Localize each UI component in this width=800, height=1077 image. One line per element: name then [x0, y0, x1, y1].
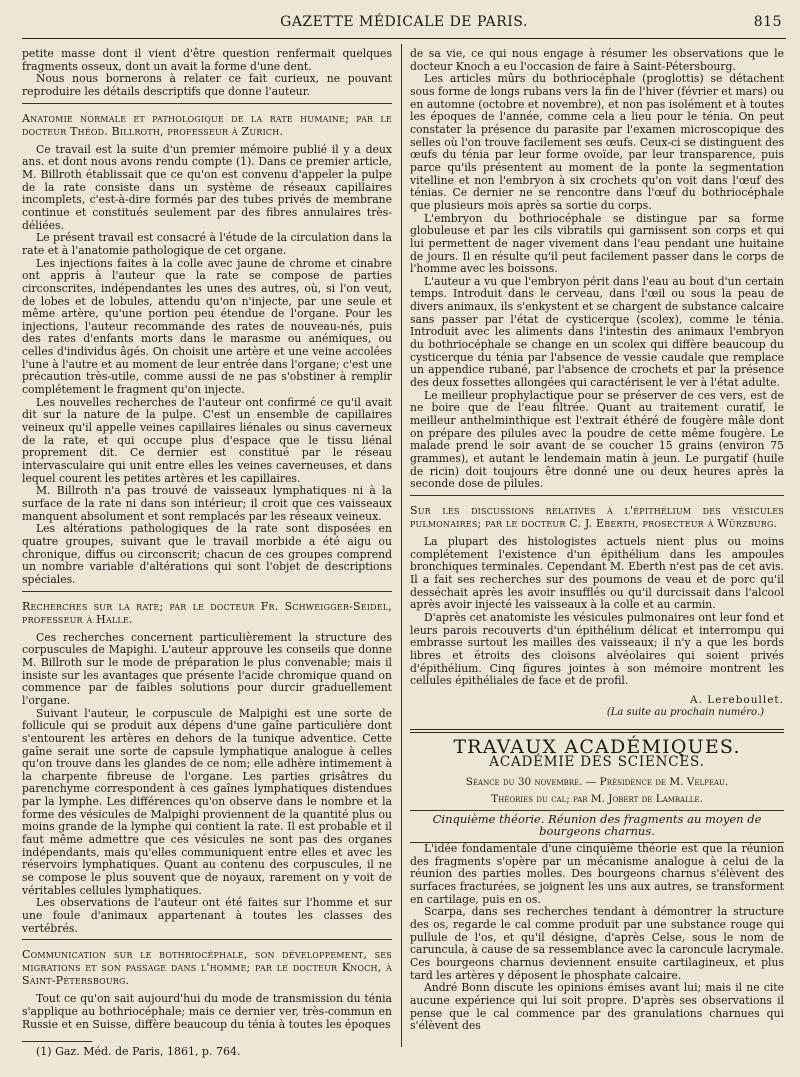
cinquieme-theorie-heading: Cinquième théorie. Réunion des fragments au moyen de bourgeons charnus. [432, 811, 762, 839]
author-signature: A. Lereboullet. [690, 693, 784, 706]
article-heading-rate-humaine: Anatomie normale et pathologique de la rate humaine; par le docteur Théod. Billroth, professeur à Zurich. [22, 111, 392, 138]
article-heading-epithelium: Sur les discussions relatives à l'épithélium des vésicules pulmonaires; par le docteur C. J. Eberth, prosecteur à Würzburg. [410, 503, 784, 530]
article-heading-recherches-rate: Recherches sur la rate; par le docteur Fr. Schweigger-Seidel, professeur à Halle. [22, 599, 392, 626]
section-subtitle: ACADÉMIE DES SCIENCES. [489, 753, 705, 770]
section-rule [410, 810, 784, 811]
article-heading-bothriocephale: Communication sur le bothriocéphale, son développement, ses migrations et son passage dans l'homme; par le docteur Knoch, à Saint-Pétersbourg. [22, 948, 392, 988]
paragraph: L'auteur a vu que l'embryon périt dans l'eau au bout d'un certain temps. Introduit dans le cerveau, dans l'œil ou sous la peau de divers animaux, ils s'enkystent et se chargent de substance calcaire sans passer par l'état de cysticerque (scolex), comme le ténia. Introduit avec les aliments dans l'intestin des animaux l'embryon du bothriocéphale se change en un scolex qui diffère beaucoup du cysticerque du ténia par l'absence de vessie caudale que remplace un appendice rubané, par l'absence de crochets et par la présence des deux fossettes allongées qui caractérisent le ver à l'état adulte. [410, 274, 784, 390]
paragraph: L'embryon du bothriocéphale se distingue par sa forme globuleuse et par les cils vibratils qui garnissent son corps et qui lui permettent de nager vivement dans l'eau pendant une huitaine de jours. Il en résulte qu'il peut facilement passer dans le corps de l'homme avec les boissons. [410, 211, 784, 276]
paragraph: Les observations de l'auteur ont été faites sur l'homme et sur une foule d'animaux appartenant à toutes les classes des vertébrés. [22, 896, 392, 935]
paragraph: Suivant l'auteur, le corpuscule de Malpighi est une sorte de follicule qui se produit aux dépens d'une gaîne particulière dont s'entourent les artères en dehors de la tunique adventice. Cette gaîne serait une sorte de capsule lymphatique analogue à celles qu'on trouve dans les glandes de ce nom; elle adhère intimement à la charpente fibreuse de l'organe. Les parties grisâtres du parenchyme correspondent à ces gaînes lymphatiques distendues par la lymphe. Les différences qu'on observe dans le nombre et la forme des vésicules de Malpighi proviennent de la quantité plus ou moins grande de la lymphe qui contient la rate. Il est probable et il faut même admettre que ces vésicules ne sont pas des organes indépendants, mais qu'elles communiquent entre elles et avec les réservoirs lymphatiques. Quant au contenu des corpuscules, il ne se compose le plus souvent que de noyaux, rarement on y voit de véritables cellules lymphatiques. [22, 706, 392, 897]
paragraph: M. Billroth n'a pas trouvé de vaisseaux lymphatiques ni à la surface de la rate ni dans son intérieur; il croit que ces vaisseaux manquent absolument et sont remplacés par les réseaux veineux. [22, 484, 392, 523]
paragraph: Ces recherches concernent particulièrement la structure des corpuscules de Mapighi. L'auteur approuve les conseils que donne M. Billroth sur le mode de préparation le plus convenable; mais il insiste sur les avantages que présente l'acide chromique quand on commence par de faibles solutions pour durcir graduellement l'organe. [22, 630, 392, 707]
paragraph: Les injections faites à la colle avec jaune de chrome et cinabre ont appris à l'auteur que la rate se compose de parties circonscrites, indépendantes les unes des autres, où, si l'on veut, de lobes et de lobules, attendu qu'on n'injecte, par une seule et même artère, qu'une portion peu étendue de l'organe. Pour les injections, l'auteur recommande des rates de nouveau-nés, puis des rates d'enfants morts dans le marasme ou anémiques, ou celles d'individus âgés. On choisit une artère et une veine accolées l'une à l'autre et au moment de leur entrée dans l'organe; c'est une précaution très-utile, comme aussi de ne pas s'obstiner à remplir complétement le fragment qu'on injecte. [22, 256, 392, 397]
right-column [410, 48, 784, 1033]
paragraph: L'idée fondamentale d'une cinquième théorie est que la réunion des fragments s'opère par un mécanisme analogue à celui de la réunion des parties molles. Des bourgeons charnus s'élèvent des surfaces fracturées, se joignent les uns aux autres, se transforment en cartilage, puis en os. [410, 842, 784, 906]
section-rule [22, 591, 392, 592]
paragraph: La plupart des histologistes actuels nient plus ou moins complétement l'existence d'un épithélium dans les ampoules bronchiques terminales. Cependant M. Eberth n'est pas de cet avis. Il a fait ses recherches sur des poumons de veau et de porc qu'il desséchait après les avoir insufflés ou qu'il durcissait dans l'alcool après avoir injecté les vaisseaux à la colle et au carmin. [410, 534, 784, 612]
paragraph: D'après cet anatomiste les vésicules pulmonaires ont leur fond et leurs parois recouverts d'un épithélium délicat et interrompu qui embrasse surtout les mailles des vaisseaux; il n'y a que les bords libres et étroits des cloisons alvéolaires qui soient privés d'épithélium. Cinq figures jointes à son mémoire montrent les cellules épithéliales de face et de profil. [410, 610, 784, 688]
paragraph: Le présent travail est consacré à l'étude de la circulation dans la rate et à l'anatomie pathologique de cet organe. [22, 231, 392, 257]
theories-line: Théories du cal; par M. Jobert de Lamballe. [491, 793, 703, 806]
paragraph: Le meilleur prophylactique pour se préserver de ces vers, est de ne boire que de l'eau filtrée. Quant au traitement curatif, le meilleur anthelminthique est l'extrait éthéré de fougère mâle dont on prépare des pilules avec la poudre de cette même fougère. Le malade prend le soir avant de se coucher 15 grains (environ 75 grammes), et autant le lendemain matin à jeun. Le purgatif (huile de ricin) doit toujours être donné une ou deux heures après la seconde dose de pilules. [410, 388, 784, 491]
seance-line: Séance du 30 novembre. — Présidence de M. Velpeau. [465, 776, 729, 789]
section-rule [410, 495, 784, 496]
section-rule [22, 939, 392, 940]
running-head [22, 14, 786, 34]
header-rule [22, 38, 786, 39]
paragraph: André Bonn discute les opinions émises avant lui; mais il ne cite aucune expérience qui lui soit propre. D'après ses observations il pense que le cal commence par des granulations charnues qui s'élèvent des [410, 981, 784, 1033]
paragraph: Nous nous bornerons à relater ce fait curieux, ne pouvant reproduire les détails descriptifs que donne l'auteur. [22, 72, 392, 98]
journal-title: GAZETTE MÉDICALE DE PARIS. [280, 14, 528, 30]
section-rule [22, 103, 392, 104]
footnote-rule [22, 1041, 92, 1042]
paragraph: Ce travail est la suite d'un premier mémoire publié il y a deux ans. et dont nous avons rendu compte (1). Dans ce premier article, M. Billroth établissait que ce qu'on est convenu d'appeler la pulpe de la rate consiste dans un système de réseaux capillaires incomplets, c'est-à-dire formés par des tubes privés de membrane continue et constitués seulement par des fibres annulaires très-déliées. [22, 142, 392, 232]
continued-note: (La suite au prochain numéro.) [606, 706, 764, 718]
column-divider [401, 44, 402, 1047]
footnote: (1) Gaz. Méd. de Paris, 1861, p. 764. [36, 1045, 241, 1059]
page-number: 815 [753, 14, 782, 30]
section-double-rule [410, 729, 784, 733]
paragraph: Les altérations pathologiques de la rate sont disposées en quatre groupes, suivant que le travail morbide a été aigu ou chronique, diffus ou circonscrit; chacun de ces groupes comprend un nombre variable d'altérations qui sont l'objet de descriptions spéciales. [22, 522, 392, 586]
section-title: TRAVAUX ACADÉMIQUES. [453, 736, 741, 759]
paragraph: Tout ce qu'on sait aujourd'hui du mode de transmission du ténia s'applique au bothriocéphale; mais ce dernier ver, très-commun en Russie et en Suisse, diffère beaucoup du ténia à toutes les époques [22, 992, 392, 1031]
paragraph: Les nouvelles recherches de l'auteur ont confirmé ce qu'il avait dit sur la nature de la pulpe. C'est un ensemble de capillaires veineux qu'il appelle veines capillaires liénales ou sinus caverneux de la rate, et qui occupe plus d'espace que le tissu liénal proprement dit. Ce dernier est constitué par le réseau intervasculaire qui unit entre elles les veines caverneuses, et dans lequel courent les petites artères et les capillaires. [22, 395, 392, 485]
paragraph: petite masse dont il vient d'être question renfermait quelques fragments osseux, dont un avait la forme d'une dent. [22, 47, 392, 73]
left-column [22, 48, 392, 1059]
paragraph: de sa vie, ce qui nous engage à résumer les observations que le docteur Knoch a eu l'occasion de faire à Saint-Pétersbourg. [410, 47, 784, 73]
paragraph: Les articles mûrs du bothriocéphale (proglottis) se détachent sous forme de longs rubans vers la fin de l'hiver (février et mars) ou en automne (octobre et novembre), et non pas isolément et à toutes les époques de l'année, comme cela a lieu pour le ténia. On peut constater la présence du parasite par l'examen microscopique des selles où l'on trouve facilement ses œufs. Ceux-ci se distinguent des œufs du ténia par leur forme ovoïde, par leur transparence, puis parce qu'ils présentent au moment de la ponte la segmentation vitelline et non l'embryon à six crochets qu'on voit dans l'œuf des ténias. Ce dernier ne se rencontre dans l'œuf du bothriocéphale que plusieurs mois après sa sortie du corps. [410, 72, 784, 212]
paragraph: Scarpa, dans ses recherches tendant à démontrer la structure des os, regarde le cal comme produit par une substance rouge qui pullule de l'os, et qu'il désigne, d'après Celse, sous le nom de caruncula, à cause de sa ressemblance avec la caroncule lacrymale. Ces bourgeons charnus deviennent ensuite cartilagineux, et plus tard les artères y déposent le phosphate calcaire. [410, 905, 784, 982]
